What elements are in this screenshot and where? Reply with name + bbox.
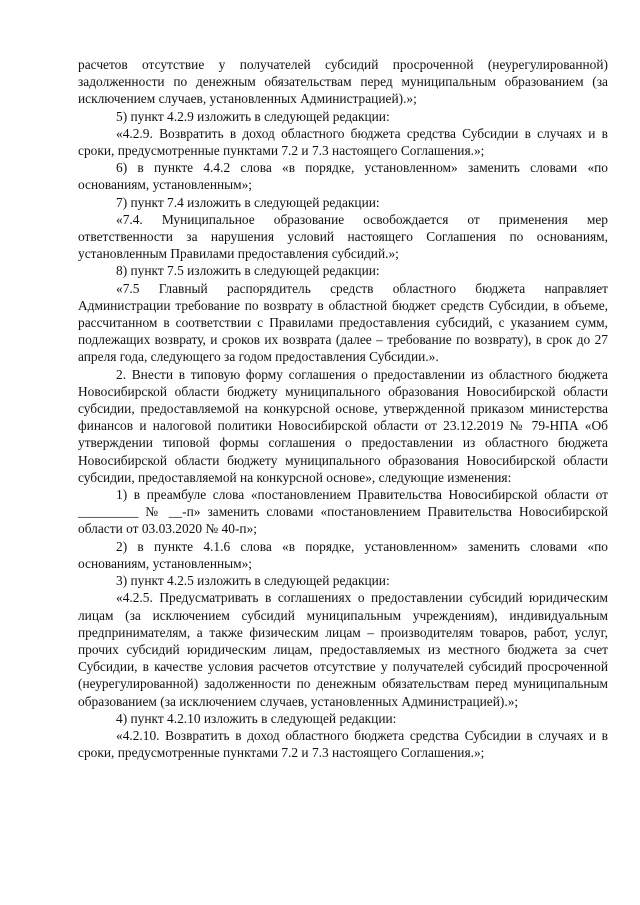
paragraph-11: 2) в пункте 4.1.6 слова «в порядке, установленном» заменить словами «по основаниям, установленным»; (78, 538, 608, 571)
paragraph-1: расчетов отсутствие у получателей субсидий просроченной (неурегулированной) задолженности по денежным обязательствам перед муниципальным образованием (за исключением случаев, установленных Администрацией).»; (78, 57, 608, 107)
paragraph-12: 3) пункт 4.2.5 изложить в следующей редакции: (116, 573, 390, 589)
paragraph-15: «4.2.10. Возвратить в доход областного бюджета средства Субсидии в случаях и в сроки, предусмотренные пунктами 7.2 и 7.3 настоящего Соглашения.»; (78, 727, 608, 761)
paragraph-6: «7.4. Муниципальное образование освобождается от применения мер ответственности за нарушения условий настоящего Соглашения по основаниям, установленным Правилами предоставления субсидий.»; (78, 211, 608, 262)
paragraph-3: «4.2.9. Возвратить в доход областного бюджета средства Субсидии в случаях и в сроки, предусмотренные пунктами 7.2 и 7.3 настоящего Соглашения.»; (78, 125, 608, 159)
paragraph-10: 1) в преамбуле слова «постановлением Правительства Новосибирской области от _________ № __-п» заменить словами «постановлением Правительства Новосибирской области от 03.03.2020 № 40-п»; (78, 487, 608, 537)
paragraph-8: «7.5 Главный распорядитель средств областного бюджета направляет Администрации требование по возврату в областной бюджет средств Субсидии, в объеме, рассчитанном в соответствии с Правилами предоставления субсидий, с указанием сумм, подлежащих возврату, и сроков их возврата (далее – требование по возврату), в срок до 27 апреля года, следующего за годом предоставления Субсидии.». (78, 280, 608, 365)
paragraph-4: 6) в пункте 4.4.2 слова «в порядке, установленном» заменить словами «по основаниям, установленным»; (78, 160, 608, 193)
paragraph-13: «4.2.5. Предусматривать в соглашениях о предоставлении субсидий юридическим лицам (за исключением субсидий муниципальным учреждениям), индивидуальным предпринимателям, а также физическим лицам – производителям товаров, работ, услуг, прочих субсидий юридическим лицам, предоставляемых из местного бюджета за счет Субсидии, в качестве условия расчетов отсутствие у получателей субсидий просроченной (неурегулированной) задолженности по денежным обязательствам перед муниципальным образованием (за исключением случаев, установленных Администрацией).»; (78, 590, 608, 709)
paragraph-2: 5) пункт 4.2.9 изложить в следующей редакции: (116, 108, 390, 124)
paragraph-9: 2. Внести в типовую форму соглашения о предоставлении из областного бюджета Новосибирской области бюджету муниципального образования Новосибирской области субсидии, предоставляемой на конкурсной основе, утвержденной приказом министерства финансов и налоговой политики Новосибирской области от 23.12.2019 № 79-НПА «Об утверждении типовой формы соглашения о предоставлении из областного бюджета Новосибирской области бюджету муниципального образования Новосибирской области субсидии, предоставляемой на конкурсной основе», следующие изменения: (78, 366, 608, 485)
paragraph-5: 7) пункт 7.4 изложить в следующей редакции: (116, 194, 380, 210)
paragraph-14: 4) пункт 4.2.10 изложить в следующей редакции: (116, 710, 397, 726)
paragraph-7: 8) пункт 7.5 изложить в следующей редакции: (116, 263, 380, 279)
